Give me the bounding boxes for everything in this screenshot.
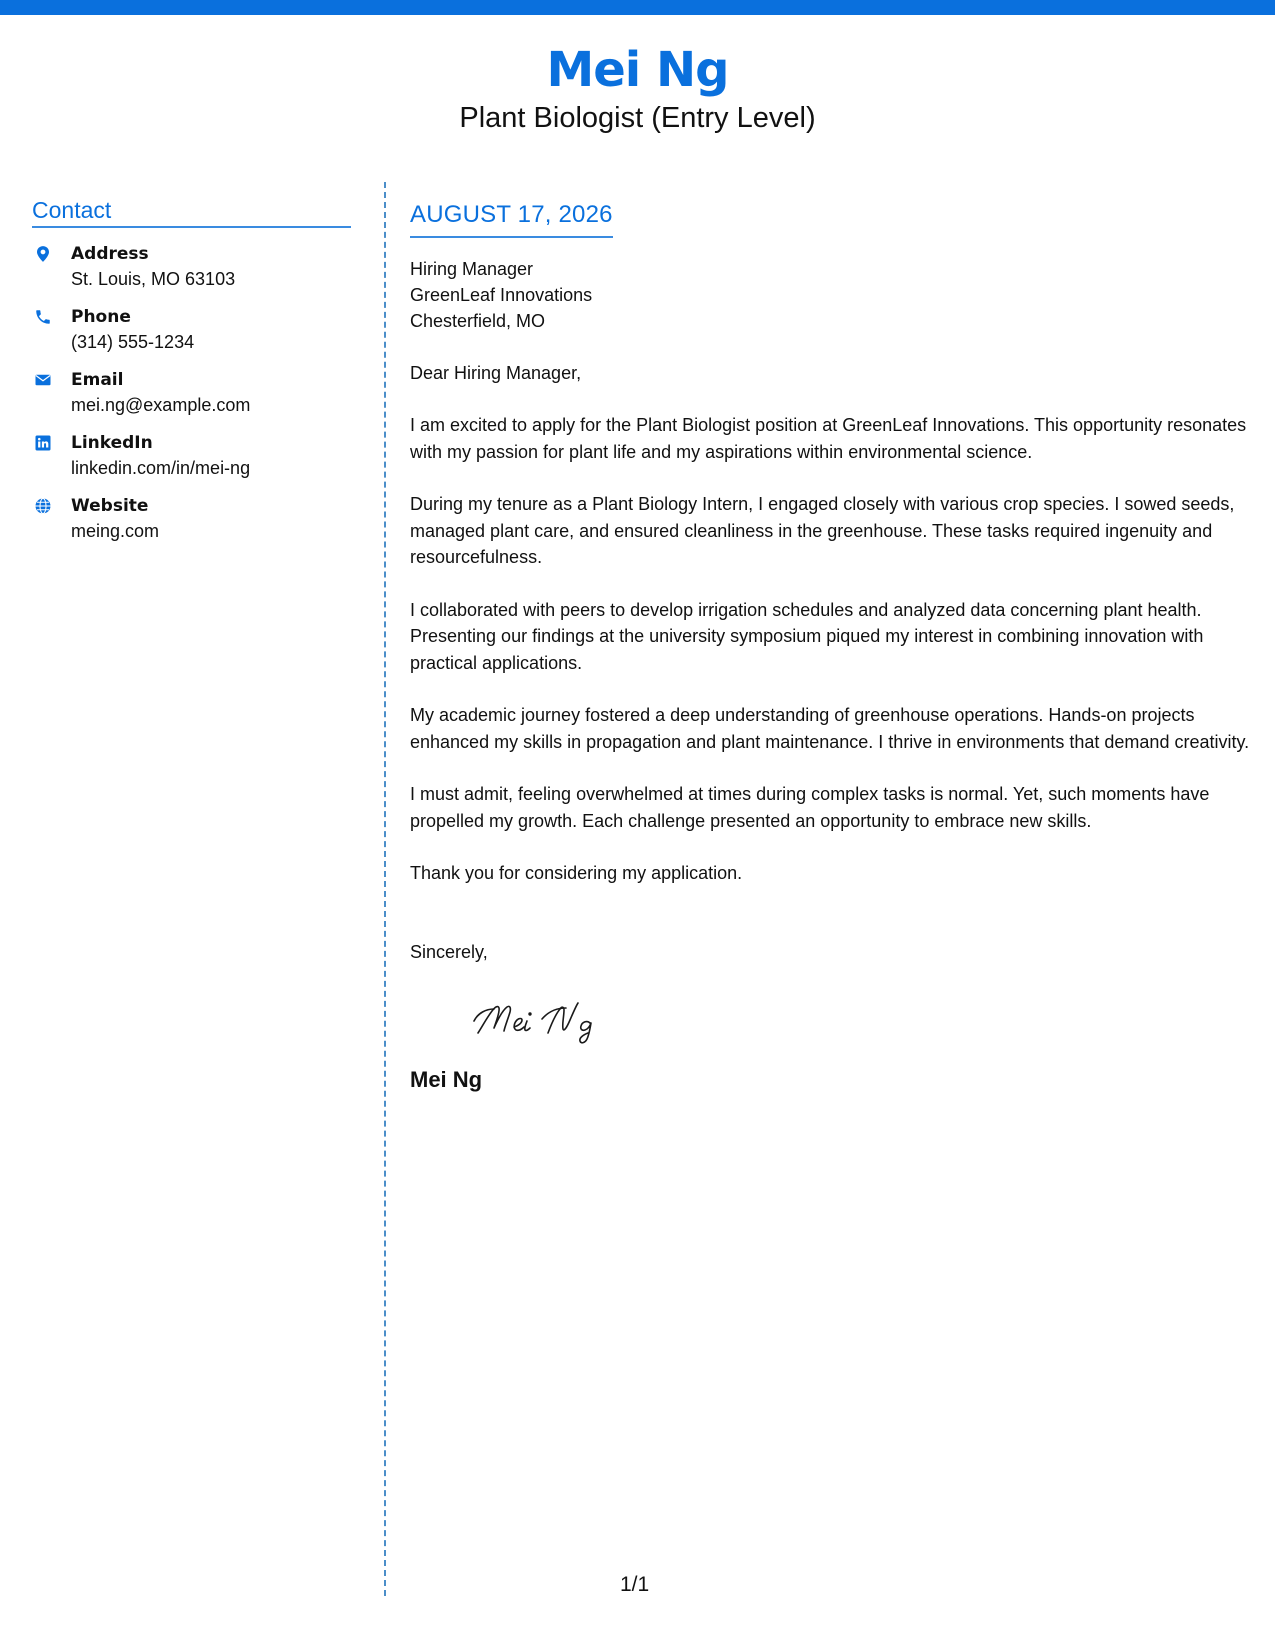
linkedin-value[interactable]: linkedin.com/in/mei-ng: [71, 458, 251, 478]
closing: Sincerely,: [410, 941, 488, 962]
contact-heading: Contact: [32, 196, 351, 228]
contact-item-address: [32, 242, 351, 305]
handwritten-signature: [472, 993, 632, 1049]
linkedin-icon: [34, 434, 52, 452]
envelope-icon: [34, 371, 52, 389]
column-divider: [384, 182, 386, 1596]
letter-header: [0, 40, 1275, 136]
contact-item-email: [32, 368, 351, 431]
recipient-line: Hiring Manager: [410, 259, 534, 279]
contact-item-phone: [32, 305, 351, 368]
linkedin-label: LinkedIn: [71, 433, 153, 453]
letter-date: AUGUST 17, 2026: [410, 201, 613, 228]
website-label: Website: [71, 496, 149, 516]
job-title: Plant Biologist (Entry Level): [459, 102, 816, 134]
phone-icon: [34, 308, 52, 326]
email-label: Email: [71, 370, 124, 390]
contact-item-website: [32, 494, 351, 557]
body-paragraph: During my tenure as a Plant Biology Intern, I engaged closely with various crop species. I sowed seeds, managed plant care, and ensured cleanliness in the greenhouse. These tasks required ingenuity and resourcefulness.: [410, 494, 1235, 567]
recipient-line: GreenLeaf Innovations: [410, 285, 593, 305]
contact-item-linkedin: [32, 431, 351, 494]
body-paragraph: I must admit, feeling overwhelmed at times during complex tasks is normal. Yet, such moments have propelled my growth. Each challenge presented an opportunity to embrace new skills.: [410, 784, 1210, 831]
body-paragraph: I am excited to apply for the Plant Biologist position at GreenLeaf Innovations. This opportunity resonates with my passion for plant life and my aspirations within environmental science.: [410, 415, 1247, 462]
map-pin-icon: [34, 245, 52, 263]
recipient-block: [410, 256, 1260, 334]
website-value[interactable]: meing.com: [71, 521, 160, 541]
recipient-line: Chesterfield, MO: [410, 311, 546, 331]
body-paragraph: I collaborated with peers to develop irrigation schedules and analyzed data concerning plant health. Presenting our findings at the university symposium piqued my interest in combining innovation with practical applications.: [410, 599, 1204, 673]
salutation: Dear Hiring Manager,: [410, 363, 582, 383]
applicant-name: Mei Ng: [546, 42, 729, 98]
address-label: Address: [71, 244, 149, 264]
contact-sidebar: [32, 196, 351, 557]
page-number: 1/1: [620, 1573, 650, 1596]
globe-icon: [34, 497, 52, 515]
phone-value: (314) 555-1234: [71, 332, 195, 352]
email-value: mei.ng@example.com: [71, 395, 251, 415]
signed-name: Mei Ng: [410, 1066, 483, 1092]
body-paragraph: Thank you for considering my application.: [410, 863, 743, 883]
body-paragraph: My academic journey fostered a deep understanding of greenhouse operations. Hands-on projects enhanced my skills in propagation and plant maintenance. I thrive in environments that demand creativity.: [410, 705, 1250, 752]
contact-list: [32, 242, 351, 557]
top-accent-bar: [0, 0, 1275, 15]
phone-label: Phone: [71, 307, 131, 327]
letter-body: [410, 198, 1260, 1095]
date-block: [410, 198, 613, 238]
address-value: St. Louis, MO 63103: [71, 269, 236, 289]
